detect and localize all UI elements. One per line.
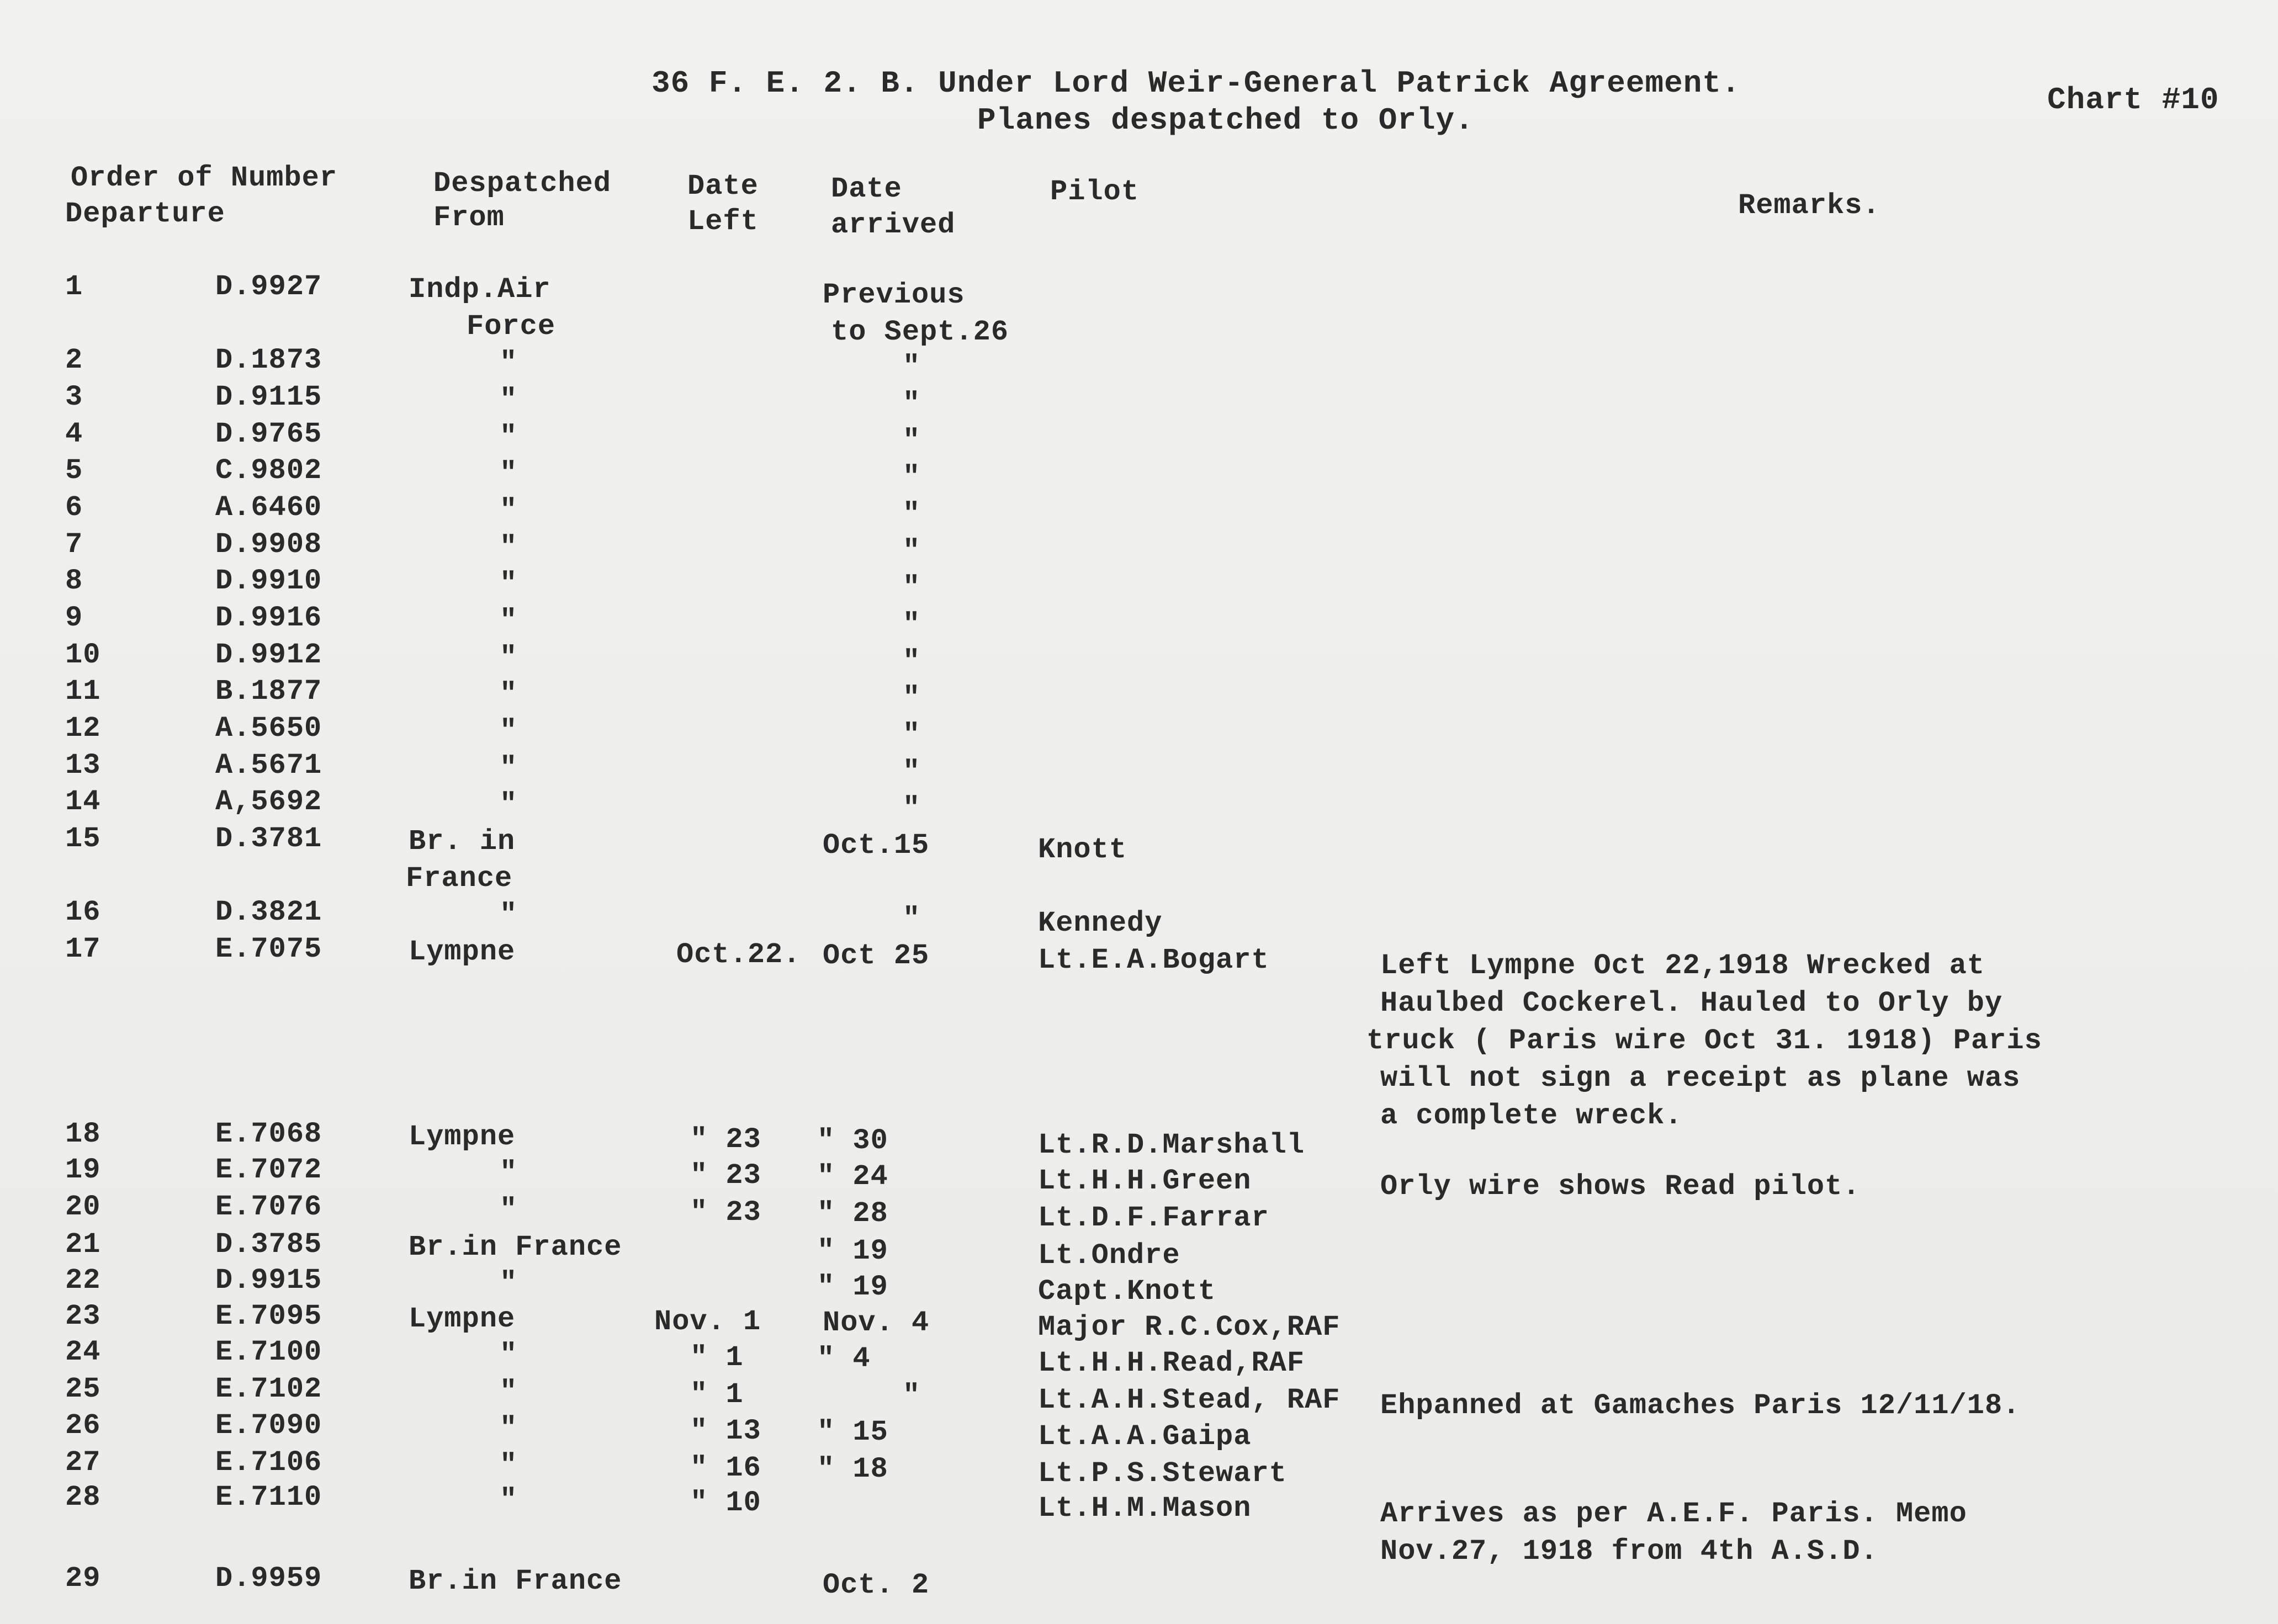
chart-number: Chart #10 [2047,82,2219,118]
pilot-name: Lt.H.M.Mason [1038,1492,1252,1525]
date-arrived: " [903,645,921,678]
despatched-from: Br.in France [409,1231,622,1264]
order-number: 4 [65,418,83,450]
despatched-from: Force [467,310,556,343]
pilot-name: Lt.R.D.Marshall [1038,1129,1305,1161]
despatched-from: " [500,384,518,416]
remarks-line: truck ( Paris wire Oct 31. 1918) Paris [1366,1025,2042,1057]
header-remarks: Remarks. [1738,189,1880,222]
despatched-from: " [500,1412,518,1445]
date-arrived: Oct. 2 [823,1569,930,1601]
date-arrived: to Sept.26 [831,316,1009,348]
despatched-from: " [500,421,518,453]
order-number: 12 [65,712,101,745]
plane-number: C.9802 [215,454,322,487]
order-number: 27 [65,1446,101,1479]
pilot-name: Lt.P.S.Stewart [1038,1457,1287,1490]
plane-number: E.7072 [215,1154,322,1186]
despatched-from: " [500,347,518,379]
date-left: " 1 [690,1341,744,1374]
order-number: 24 [65,1336,101,1368]
date-arrived: " [903,571,921,604]
remarks-line: Ehpanned at Gamaches Paris 12/11/18. [1380,1389,2021,1422]
plane-number: D.9908 [215,528,322,561]
plane-number: D.9915 [215,1264,322,1297]
date-arrived: Previous [823,279,965,311]
order-number: 6 [65,491,83,524]
date-arrived: " 24 [817,1160,888,1193]
despatched-from: " [500,457,518,490]
remarks-line: Haulbed Cockerel. Hauled to Orly by [1380,987,2003,1020]
date-arrived: " [903,424,921,457]
plane-number: E.7106 [215,1446,322,1479]
plane-number: D.1873 [215,344,322,376]
header-from-2: From [433,201,505,234]
plane-number: E.7110 [215,1481,322,1514]
date-arrived: " 30 [817,1124,888,1157]
order-number: 8 [65,565,83,597]
remarks-line: a complete wreck. [1380,1100,1683,1132]
despatched-from: " [500,1156,518,1189]
date-left: " 23 [690,1159,761,1192]
remarks-line: will not sign a receipt as plane was [1380,1062,2021,1095]
header-order-2: Departure [65,198,225,230]
pilot-name: Lt.E.A.Bogart [1038,944,1269,976]
despatched-from: " [500,678,518,710]
date-arrived: " 4 [817,1342,871,1375]
despatched-from: " [500,641,518,674]
pilot-name: Capt.Knott [1038,1275,1216,1308]
header-left: Date [687,170,759,203]
date-left: Oct.22. [676,938,801,971]
order-number: 22 [65,1264,101,1297]
order-number: 7 [65,528,83,561]
despatched-from: Br.in France [409,1565,622,1598]
plane-number: D.9115 [215,381,322,413]
pilot-name: Lt.A.A.Gaipa [1038,1420,1252,1453]
order-number: 23 [65,1300,101,1333]
despatched-from: Indp.Air [409,273,551,306]
despatched-from: " [500,752,518,784]
plane-number: A.5650 [215,712,322,745]
date-arrived: " [903,535,921,567]
date-arrived: " 18 [817,1453,888,1485]
document-subtitle: Planes despatched to Orly. [977,103,1474,138]
pilot-name: Lt.A.H.Stead, RAF [1038,1384,1341,1416]
pilot-name: Lt.H.H.Read,RAF [1038,1347,1305,1379]
despatched-from: Lympne [409,936,516,968]
plane-number: E.7076 [215,1191,322,1223]
pilot-name: Lt.Ondre [1038,1239,1180,1272]
order-number: 18 [65,1118,101,1150]
date-left: " 1 [690,1378,744,1411]
date-arrived: " [903,719,921,751]
order-number: 19 [65,1154,101,1186]
despatched-from: " [500,1484,518,1516]
plane-number: E.7090 [215,1409,322,1442]
order-number: 5 [65,454,83,487]
order-number: 13 [65,749,101,782]
plane-number: A,5692 [215,786,322,818]
date-arrived: " 15 [817,1416,888,1448]
order-number: 9 [65,602,83,634]
header-left-2: Left [687,205,759,238]
date-arrived: " 28 [817,1197,888,1230]
despatched-from: " [500,715,518,747]
date-arrived: Oct 25 [823,940,930,972]
date-left: " 13 [690,1415,761,1447]
plane-number: A.5671 [215,749,322,782]
despatched-from: France [406,862,513,895]
date-arrived: " [903,1379,921,1412]
order-number: 11 [65,675,101,708]
despatched-from: " [500,567,518,600]
despatched-from: Lympne [409,1303,516,1335]
plane-number: D.9916 [215,602,322,634]
date-arrived: " [903,498,921,530]
header-pilot: Pilot [1050,176,1140,208]
plane-number: D.3785 [215,1228,322,1261]
date-arrived: Nov. 4 [823,1307,930,1339]
despatched-from: " [500,1267,518,1299]
header-arrived: Date [831,173,902,205]
date-arrived: " [903,792,921,825]
order-number: 3 [65,381,83,413]
despatched-from: " [500,604,518,637]
despatched-from: " [500,1376,518,1408]
plane-number: E.7095 [215,1300,322,1333]
despatched-from: " [500,788,518,821]
order-number: 25 [65,1373,101,1405]
plane-number: D.9959 [215,1562,322,1595]
pilot-name: Knott [1038,834,1127,866]
date-left: Nov. 1 [654,1305,761,1338]
order-number: 20 [65,1191,101,1223]
pilot-name: Lt.H.H.Green [1038,1165,1252,1197]
pilot-name: Lt.D.F.Farrar [1038,1202,1269,1234]
order-number: 14 [65,786,101,818]
order-number: 29 [65,1562,101,1595]
remarks-line: Orly wire shows Read pilot. [1380,1170,1861,1203]
document-title: 36 F. E. 2. B. Under Lord Weir-General Patrick Agreement. [651,66,1741,101]
header-from: Despatched [433,167,612,200]
date-arrived: " [903,682,921,714]
date-arrived: " [903,608,921,641]
order-number: 2 [65,344,83,376]
order-number: 16 [65,896,101,928]
despatched-from: Lympne [409,1121,516,1153]
despatched-from: " [500,494,518,527]
date-arrived: " 19 [817,1271,888,1303]
plane-number: E.7068 [215,1118,322,1150]
plane-number: D.9765 [215,418,322,450]
order-number: 26 [65,1409,101,1442]
pilot-name: Kennedy [1038,907,1163,940]
plane-number: E.7102 [215,1373,322,1405]
pilot-name: Major R.C.Cox,RAF [1038,1311,1341,1344]
plane-number: D.3781 [215,822,322,855]
plane-number: A.6460 [215,491,322,524]
despatched-from: " [500,531,518,564]
date-left: " 16 [690,1452,761,1484]
order-number: 17 [65,933,101,965]
plane-number: D.9910 [215,565,322,597]
date-arrived: " [903,461,921,493]
header-order: Order of Number [71,162,338,194]
date-arrived: " [903,388,921,420]
remarks-line: Arrives as per A.E.F. Paris. Memo [1380,1498,1967,1530]
despatched-from: " [500,899,518,931]
despatched-from: " [500,1193,518,1226]
order-number: 15 [65,822,101,855]
plane-number: E.7075 [215,933,322,965]
remarks-line: Left Lympne Oct 22,1918 Wrecked at [1380,949,1985,982]
date-left: " 23 [690,1123,761,1156]
date-left: " 10 [690,1487,761,1519]
date-arrived: " [903,756,921,788]
plane-number: D.9912 [215,639,322,671]
date-arrived: Oct.15 [823,829,930,862]
plane-number: E.7100 [215,1336,322,1368]
despatched-from: " [500,1449,518,1482]
order-number: 28 [65,1481,101,1514]
plane-number: D.3821 [215,896,322,928]
date-arrived: " [903,903,921,935]
remarks-line: Nov.27, 1918 from 4th A.S.D. [1380,1535,1878,1568]
plane-number: B.1877 [215,675,322,708]
order-number: 10 [65,639,101,671]
header-arrived-2: arrived [831,209,956,241]
despatched-from: " [500,1339,518,1371]
order-number: 21 [65,1228,101,1261]
date-arrived: " 19 [817,1235,888,1267]
plane-number: D.9927 [215,270,322,303]
order-number: 1 [65,270,83,303]
date-arrived: " [903,351,921,383]
date-left: " 23 [690,1196,761,1229]
despatched-from: Br. in [409,825,516,858]
